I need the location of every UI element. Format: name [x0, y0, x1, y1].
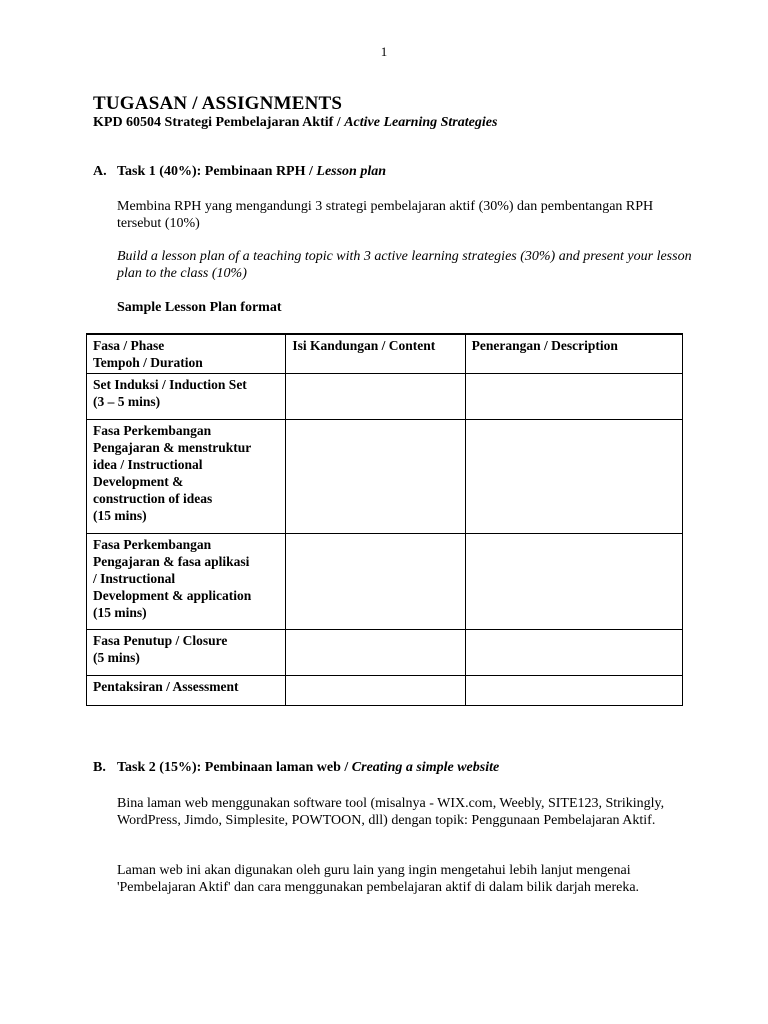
section-b-letter: B.: [93, 760, 106, 775]
phase-line: Pentaksiran / Assessment: [93, 679, 239, 694]
header-phase-line: Fasa / Phase: [93, 338, 165, 353]
section-a-letter: A.: [93, 164, 107, 179]
phase-cell: [87, 534, 286, 630]
section-a-title: Task 1 (40%): Pembinaan RPH /: [117, 164, 317, 179]
description-cell: [465, 630, 682, 676]
content-cell: [286, 374, 465, 420]
table-row: [87, 374, 683, 420]
page-number: 1: [380, 44, 388, 59]
phase-line: Fasa Perkembangan: [93, 423, 212, 438]
sample-lesson-plan-label: Sample Lesson Plan format: [117, 300, 282, 315]
page-title: TUGASAN / ASSIGNMENTS: [93, 93, 343, 114]
table-row: [87, 420, 683, 534]
phase-cell: [87, 374, 286, 420]
phase-line: Development &: [93, 474, 184, 489]
header-description: [465, 334, 682, 374]
course-code-name: KPD 60504 Strategi Pembelajaran Aktif: [93, 115, 334, 130]
phase-line: Pengajaran & menstruktur: [93, 440, 252, 455]
content-cell: [286, 630, 465, 676]
content-cell: [286, 676, 465, 706]
phase-line: Development & application: [93, 588, 252, 603]
lesson-plan-table: [86, 333, 683, 706]
table-row: [87, 630, 683, 676]
header-content-line: Isi Kandungan / Content: [292, 338, 436, 353]
section-b-title-english: Creating a simple website: [351, 760, 500, 775]
subtitle-separator: /: [333, 115, 345, 130]
table-row: [87, 534, 683, 630]
course-subtitle: [93, 115, 497, 131]
description-cell: [465, 676, 682, 706]
phase-line: Pengajaran & fasa aplikasi: [93, 554, 250, 569]
phase-cell: [87, 676, 286, 706]
phase-line: Set Induksi / Induction Set: [93, 377, 247, 392]
header-description-line: Penerangan / Description: [471, 338, 618, 353]
phase-line: (15 mins): [93, 605, 147, 620]
task2-purpose: Laman web ini akan digunakan oleh guru lain yang ingin mengetahui lebih lanjut mengenai 'Pembelajaran Aktif' dan cara menggunakan pembelajaran aktif di dalam bilik darjah mereka.: [117, 863, 640, 895]
phase-line: / Instructional: [93, 571, 176, 586]
phase-line: Fasa Perkembangan: [93, 537, 212, 552]
description-cell: [465, 420, 682, 534]
content-cell: [286, 420, 465, 534]
phase-line: construction of ideas: [93, 491, 213, 506]
description-cell: [465, 534, 682, 630]
phase-line: (5 mins): [93, 650, 140, 665]
phase-line: (3 – 5 mins): [93, 394, 161, 409]
header-content: [286, 334, 465, 374]
table-row: [87, 676, 683, 706]
header-phase: [87, 334, 286, 374]
phase-line: (15 mins): [93, 508, 147, 523]
task1-description-malay: Membina RPH yang mengandungi 3 strategi pembelajaran aktif (30%) dan pembentangan RPH tersebut (10%): [117, 199, 654, 231]
section-b-heading: [93, 760, 499, 776]
phase-cell: [87, 420, 286, 534]
content-cell: [286, 534, 465, 630]
section-a-title-english: Lesson plan: [316, 164, 387, 179]
section-b-title: Task 2 (15%): Pembinaan laman web /: [117, 760, 352, 775]
table-header-row: [87, 334, 683, 374]
section-a-heading: [93, 164, 386, 180]
course-name-english: Active Learning Strategies: [344, 115, 498, 130]
description-cell: [465, 374, 682, 420]
header-duration-line: Tempoh / Duration: [93, 355, 203, 370]
phase-line: Fasa Penutup / Closure: [93, 633, 228, 648]
phase-line: idea / Instructional: [93, 457, 203, 472]
phase-cell: [87, 630, 286, 676]
task1-description-english: Build a lesson plan of a teaching topic with 3 active learning strategies (30%) and present your lesson plan to the class (10%): [117, 249, 692, 281]
task2-instructions: Bina laman web menggunakan software tool (misalnya - WIX.com, Weebly, SITE123, Strikingly, WordPress, Jimdo, Simplesite, POWTOON, dll) dengan topik: Penggunaan Pembelajaran Aktif.: [117, 796, 665, 828]
